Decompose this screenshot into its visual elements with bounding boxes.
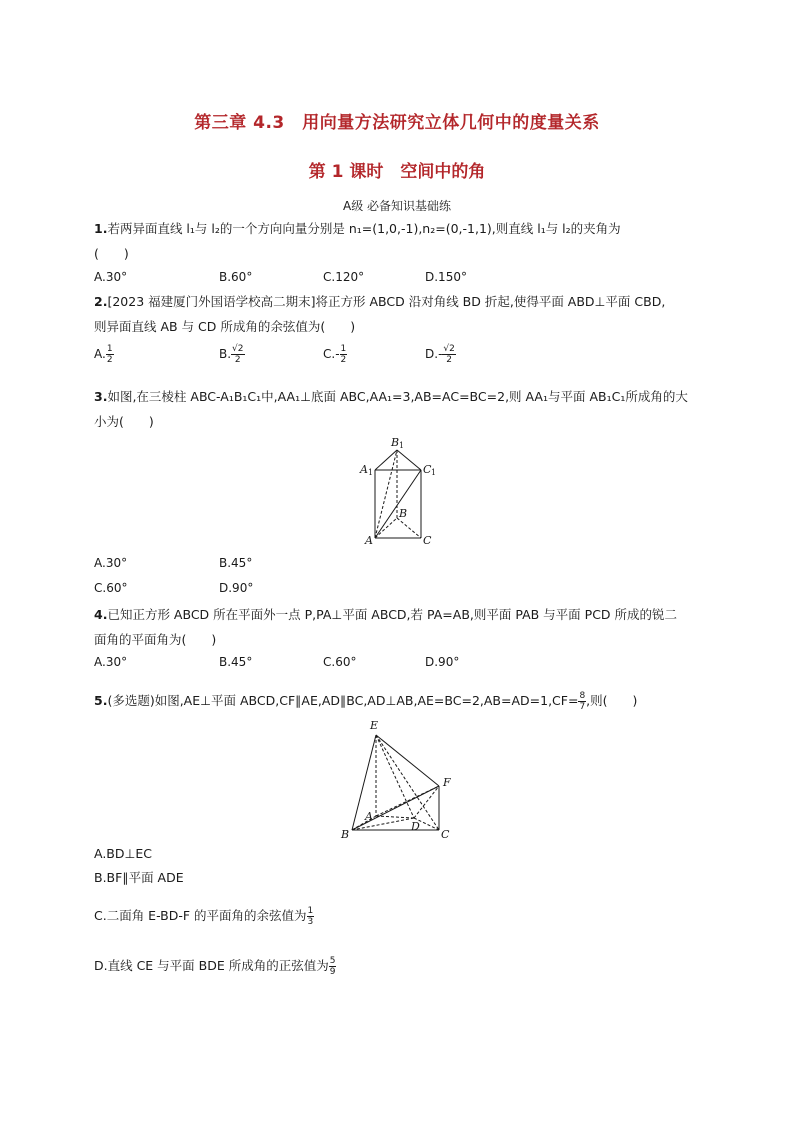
question-number: 2.	[94, 294, 108, 309]
question-text-cont: 小为( )	[94, 414, 154, 429]
q5-option-c[interactable]: C.二面角 E-BD-F 的平面角的余弦值为 $\frac{1}{3}$	[94, 906, 314, 927]
option-b[interactable]: B.45°	[219, 556, 253, 570]
question-text-cont: 面角的平面角为( )	[94, 632, 217, 647]
option-d[interactable]: D.- $\frac{√2}{2}$	[425, 344, 455, 365]
question-3	[94, 384, 704, 434]
question-2	[94, 289, 704, 339]
label-a: A	[365, 810, 373, 823]
label-c: C	[423, 534, 432, 547]
label-c1: C	[423, 463, 432, 476]
question-text: [2023 福建厦门外国语学校高二期末]将正方形 ABCD 沿对角线 BD 折起,使得平面 ABD⊥平面 CBD,	[107, 294, 666, 309]
option-c[interactable]: C.- $\frac{1}{2}$	[323, 344, 347, 365]
question-text-cont: 则异面直线 AB 与 CD 所成角的余弦值为( )	[94, 319, 356, 334]
label-e: E	[370, 719, 379, 732]
option-b[interactable]: B.60°	[219, 270, 253, 284]
svg-text:1: 1	[431, 468, 437, 477]
question-text: 如图,在三棱柱 ABC-A₁B₁C₁中,AA₁⊥底面 ABC,AA₁=3,AB=AC=BC=2,则 AA₁与平面 AB₁C₁所成角的大	[107, 389, 688, 404]
option-b[interactable]: B. $\frac{√2}{2}$	[219, 344, 244, 365]
option-a[interactable]: A.30°	[94, 556, 128, 570]
option-a[interactable]: A.30°	[94, 270, 128, 284]
q5-option-d[interactable]: D.直线 CE 与平面 BDE 所成角的正弦值为 $\frac{5}{9}$	[94, 956, 336, 977]
chapter-title: 第三章 4.3 用向量方法研究立体几何中的度量关系	[194, 113, 600, 133]
option-d[interactable]: D.150°	[425, 270, 467, 284]
svg-text:1: 1	[399, 441, 405, 450]
label-b1: B	[391, 436, 400, 449]
option-b[interactable]: B.45°	[219, 655, 253, 669]
prism-figure	[355, 432, 445, 550]
question-text: (多选题)如图,AE⊥平面 ABCD,CF∥AE,AD∥BC,AD⊥AB,AE=BC=2,AB=AD=1,CF=	[107, 693, 579, 708]
label-c: C	[441, 828, 450, 841]
q5-option-b[interactable]: B.BF∥平面 ADE	[94, 870, 184, 885]
question-number: 5.	[94, 693, 108, 708]
option-c[interactable]: C.60°	[94, 581, 128, 595]
label-b: B	[399, 507, 408, 520]
lesson-title: 第 1 课时 空间中的角	[308, 162, 486, 182]
option-d[interactable]: D.90°	[425, 655, 460, 669]
question-number: 1.	[94, 221, 108, 236]
option-a[interactable]: A.30°	[94, 655, 128, 669]
svg-text:1: 1	[368, 468, 374, 477]
option-a[interactable]: A. $\frac{1}{2}$	[94, 344, 113, 365]
question-5: 5.(多选题)如图,AE⊥平面 ABCD,CF∥AE,AD∥BC,AD⊥AB,AE=BC=2,AB=AD=1,CF= $\frac{8}{7}$ ,则( )	[94, 691, 638, 712]
question-4	[94, 602, 704, 652]
label-d: D	[411, 820, 420, 833]
solid-figure	[336, 716, 466, 842]
label-f: F	[443, 776, 451, 789]
answer-blank: ( )	[94, 246, 129, 261]
label-b: B	[341, 828, 350, 841]
question-text: 若两异面直线 l₁与 l₂的一个方向向量分别是 n₁=(1,0,-1),n₂=(0,-1,1),则直线 l₁与 l₂的夹角为	[107, 221, 621, 236]
option-c[interactable]: C.60°	[323, 655, 357, 669]
question-number: 3.	[94, 389, 108, 404]
option-d[interactable]: D.90°	[219, 581, 254, 595]
level-heading: A级 必备知识基础练	[342, 199, 452, 213]
question-text: 已知正方形 ABCD 所在平面外一点 P,PA⊥平面 ABCD,若 PA=AB,则平面 PAB 与平面 PCD 所成的锐二	[107, 607, 678, 622]
question-1	[94, 216, 704, 266]
label-a: A	[365, 534, 373, 547]
question-number: 4.	[94, 607, 108, 622]
option-c[interactable]: C.120°	[323, 270, 365, 284]
label-a1: A	[360, 463, 368, 476]
q5-option-a[interactable]: A.BD⊥EC	[94, 846, 153, 861]
